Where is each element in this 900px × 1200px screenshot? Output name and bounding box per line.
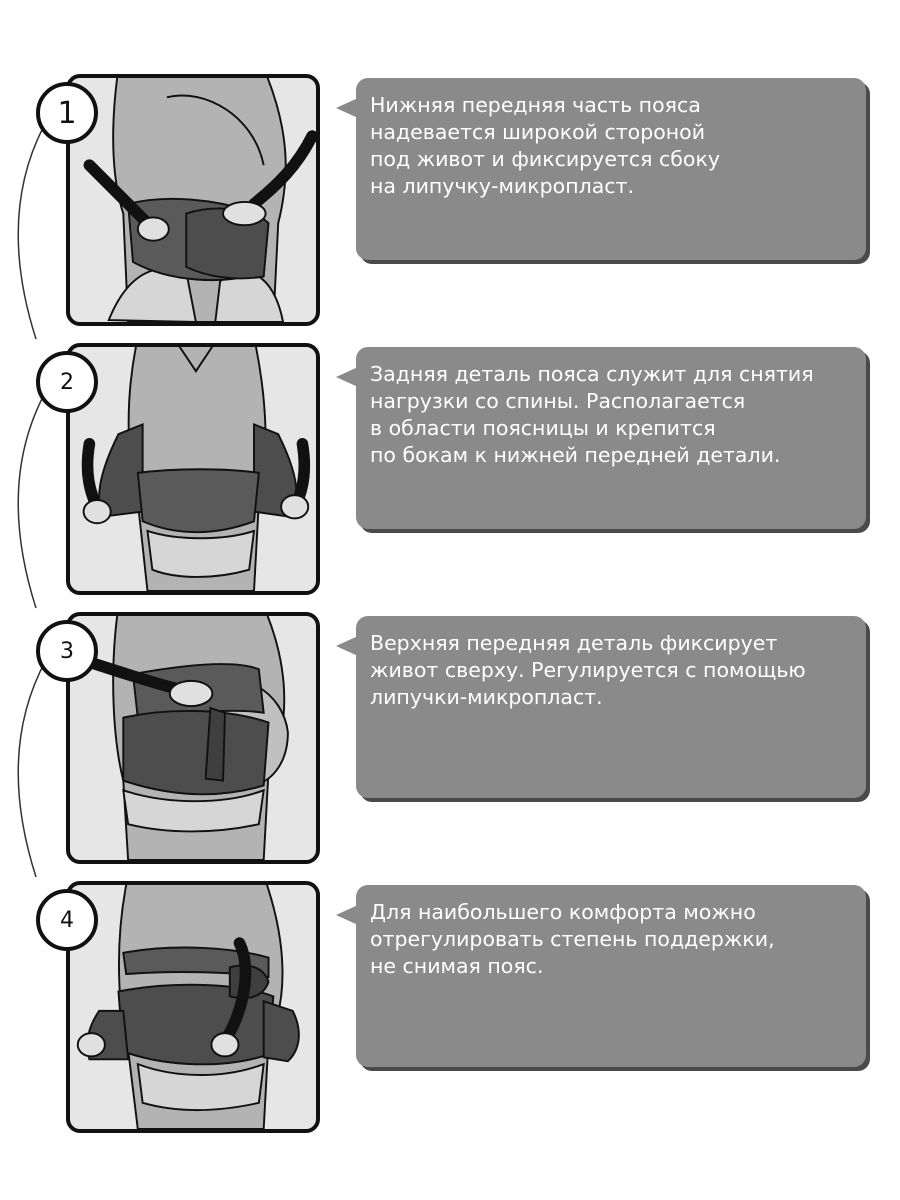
- bubble-tail: [336, 905, 358, 925]
- step-2: [0, 343, 900, 603]
- instruction-text: Верхняя передняя деталь фиксирует живот сверху. Регулируется с помощью липучки-микропласт.: [370, 631, 806, 709]
- step-1-illustration: [66, 74, 320, 326]
- belt-back-illustration: [70, 347, 316, 591]
- instruction-bubble: [356, 616, 866, 798]
- bubble-tail: [336, 636, 358, 656]
- connector-arc: [6, 114, 66, 344]
- step-4-illustration: [66, 881, 320, 1133]
- bubble-tail: [336, 98, 358, 118]
- instruction-text: Задняя деталь пояса служит для снятия нагрузки со спины. Располагается в области поясницы и крепится по бокам к нижней передней детали.: [370, 362, 814, 467]
- belt-adjust-illustration: [70, 885, 316, 1129]
- connector-arc: [6, 383, 66, 613]
- belt-front-upper-illustration: [70, 616, 316, 860]
- instruction-bubble: [356, 885, 866, 1067]
- step-number-badge: 3: [36, 620, 98, 682]
- instruction-text: Для наибольшего комфорта можно отрегулировать степень поддержки, не снимая пояс.: [370, 900, 775, 978]
- bubble-tail: [336, 367, 358, 387]
- instruction-text: Нижняя передняя часть пояса надевается широкой стороной под живот и фиксируется сбоку на липучку-микропласт.: [370, 93, 720, 198]
- connector-arc: [6, 652, 66, 882]
- instruction-bubble: [356, 347, 866, 529]
- belt-front-lower-illustration: [70, 78, 316, 322]
- instruction-bubble: [356, 78, 866, 260]
- step-1: [0, 74, 900, 334]
- step-4: [0, 881, 900, 1141]
- step-number-badge: 1: [36, 82, 98, 144]
- step-3: [0, 612, 900, 872]
- step-number-badge: 2: [36, 351, 98, 413]
- step-2-illustration: [66, 343, 320, 595]
- step-3-illustration: [66, 612, 320, 864]
- step-number-badge: 4: [36, 889, 98, 951]
